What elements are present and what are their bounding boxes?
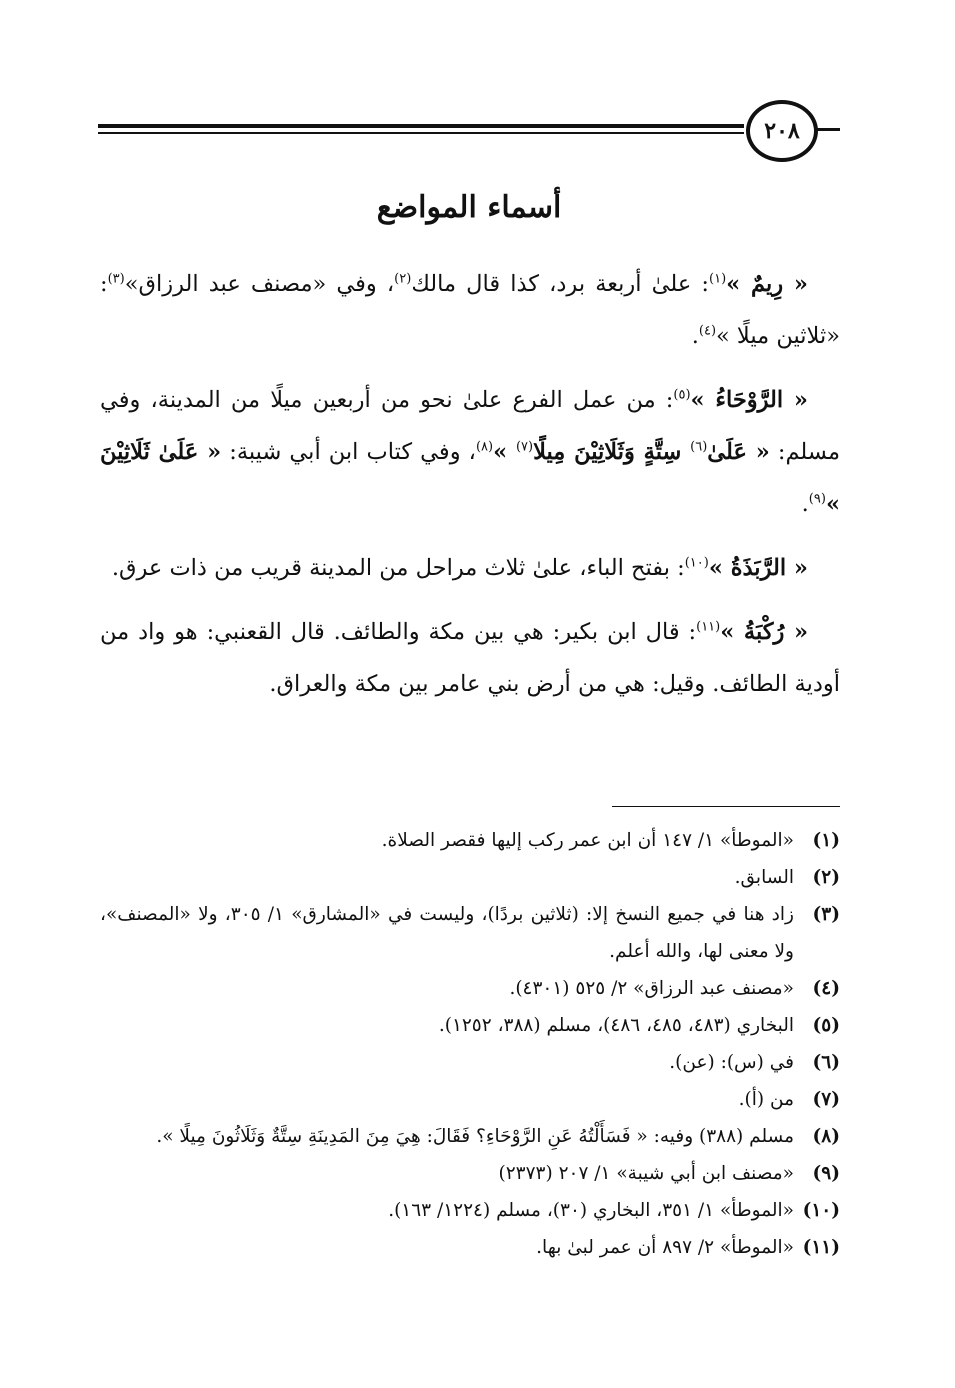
footnote-number: (٢) [812,867,840,888]
footnotes [100,822,840,1266]
footnote-text: السابق. [734,867,794,888]
footnote-ref[interactable]: (١) [709,271,727,287]
footnote-text: البخاري (٤٨٣، ٤٨٥، ٤٨٦)، مسلم (٣٨٨، ١٢٥٢). [438,1015,794,1036]
footnote-text: مسلم (٣٨٨) وفيه: « فَسَأَلْتُهُ عَنِ الرَّوْحَاءِ؟ فَقَالَ: هِيَ مِنَ المَدِينَةِ سِتَّةٌ وَثَلَاثُونَ مِيلًا ». [156,1126,794,1147]
footnote-ref[interactable]: (٤) [698,323,717,339]
footnote-item [100,1081,840,1118]
footnote-item [100,1229,840,1266]
hadith-quote: » [493,439,516,465]
page-title: أسماء المواضع [376,190,562,225]
footnote-item [100,1118,840,1155]
main-text [100,258,840,722]
footnote-item [100,859,840,896]
entry-text: : بفتح الباء، علىٰ ثلاث مراحل من المدينة قريب من ذات عرق. [111,555,685,581]
entry-text: . [691,323,699,349]
entry-term: « الرَّوْحَاءُ » [690,387,808,413]
footnote-text: «الموطأ» ٢/ ٨٩٧ أن عمر لبىٰ بها. [536,1237,794,1258]
entry-paragraph [100,606,840,710]
footnote-item [100,896,840,970]
footnote-text: «مصنف ابن أبي شيبة» ١/ ٢٠٧ (٢٣٧٣) [498,1163,794,1184]
footnote-ref[interactable]: (٣) [107,271,125,287]
footnote-item [100,1044,840,1081]
footnote-number: (١٠) [802,1200,840,1221]
footnote-text: في (س): (عن). [669,1052,794,1073]
page-number: ٢٠٨ [746,100,818,162]
header-rule-thin [98,132,744,134]
entry-paragraph [100,542,840,594]
footnote-item [100,1192,840,1229]
footnote-number: (٣) [812,904,840,925]
footnote-number: (١١) [802,1237,840,1258]
entry-text: : من عمل الفرع علىٰ نحو من أربعين ميلًا من المدينة، وفي مسلم: [100,387,840,465]
footnote-ref[interactable]: (١٠) [684,555,709,571]
footnote-text: «الموطأ» ١/ ٣٥١، البخاري (٣٠)، مسلم (١٢٢٤/ ١٦٣). [388,1200,794,1221]
footnote-number: (٥) [812,1015,840,1036]
hadith-quote: « عَلَىٰ [707,439,770,465]
entry-text: : «ثلاثين ميلًا » [100,271,840,349]
entry-paragraph [100,258,840,362]
entry-text: ، وفي كتاب ابن أبي شيبة: [221,439,476,465]
footnote-ref[interactable]: (٨) [475,439,494,455]
footnote-number: (٤) [812,978,840,999]
page-header [98,98,840,164]
footnote-text: من (أ). [738,1089,794,1110]
header-rule [98,124,744,128]
entry-term: « الرَّبَذَةُ » [708,555,808,581]
footnote-item [100,970,840,1007]
footnote-ref[interactable]: (٥) [673,387,691,403]
entry-term: « رُكْبَةُ » [720,619,809,645]
entry-text: : علىٰ أربعة برد، كذا قال مالك [411,271,709,297]
footnote-ref[interactable]: (٢) [394,271,412,287]
entry-text: . [801,491,809,517]
footnote-number: (٩) [812,1163,840,1184]
entry-term: « رِيمٌ » [726,271,808,297]
footnote-item [100,1007,840,1044]
footnote-separator [612,806,840,807]
footnote-ref[interactable]: (٧) [515,439,534,455]
footnote-number: (٨) [812,1126,840,1147]
entry-paragraph [100,374,840,530]
footnote-number: (٦) [812,1052,840,1073]
header-rule-tail [816,128,840,131]
entry-text: ، وفي «مصنف عبد الرزاق» [124,271,395,297]
footnote-text: «الموطأ» ١/ ١٤٧ أن ابن عمر ركب إليها فقصر الصلاة. [381,830,794,851]
footnote-number: (٧) [812,1089,840,1110]
footnote-ref[interactable]: (٦) [690,439,708,455]
footnote-item [100,1155,840,1192]
footnote-number: (١) [812,830,840,851]
footnote-text: زاد هنا في جميع النسخ إلا: (ثلاثين بردًا)، وليست في «المشارق» ١/ ٣٠٥، ولا «المصنف»، ولا معنى لها، والله أعلم. [100,904,794,962]
entry-text: : قال ابن بكير: هي بين مكة والطائف. قال القعنبي: هو واد من أودية الطائف. وقيل: هي من أرض بني عامر بين مكة والعراق. [100,619,840,697]
footnote-ref[interactable]: (٩) [808,491,826,507]
footnote-ref[interactable]: (١١) [696,619,721,635]
hadith-quote: « عَلَىٰ ثَلَاثِيْنَ » [100,439,840,517]
footnote-text: «مصنف عبد الرزاق» ٢/ ٥٢٥ (٤٣٠١). [509,978,794,999]
footnote-item [100,822,840,859]
hadith-quote: سِتَّةٍ وَثَلَاثِيْنَ مِيلًا [533,439,691,465]
